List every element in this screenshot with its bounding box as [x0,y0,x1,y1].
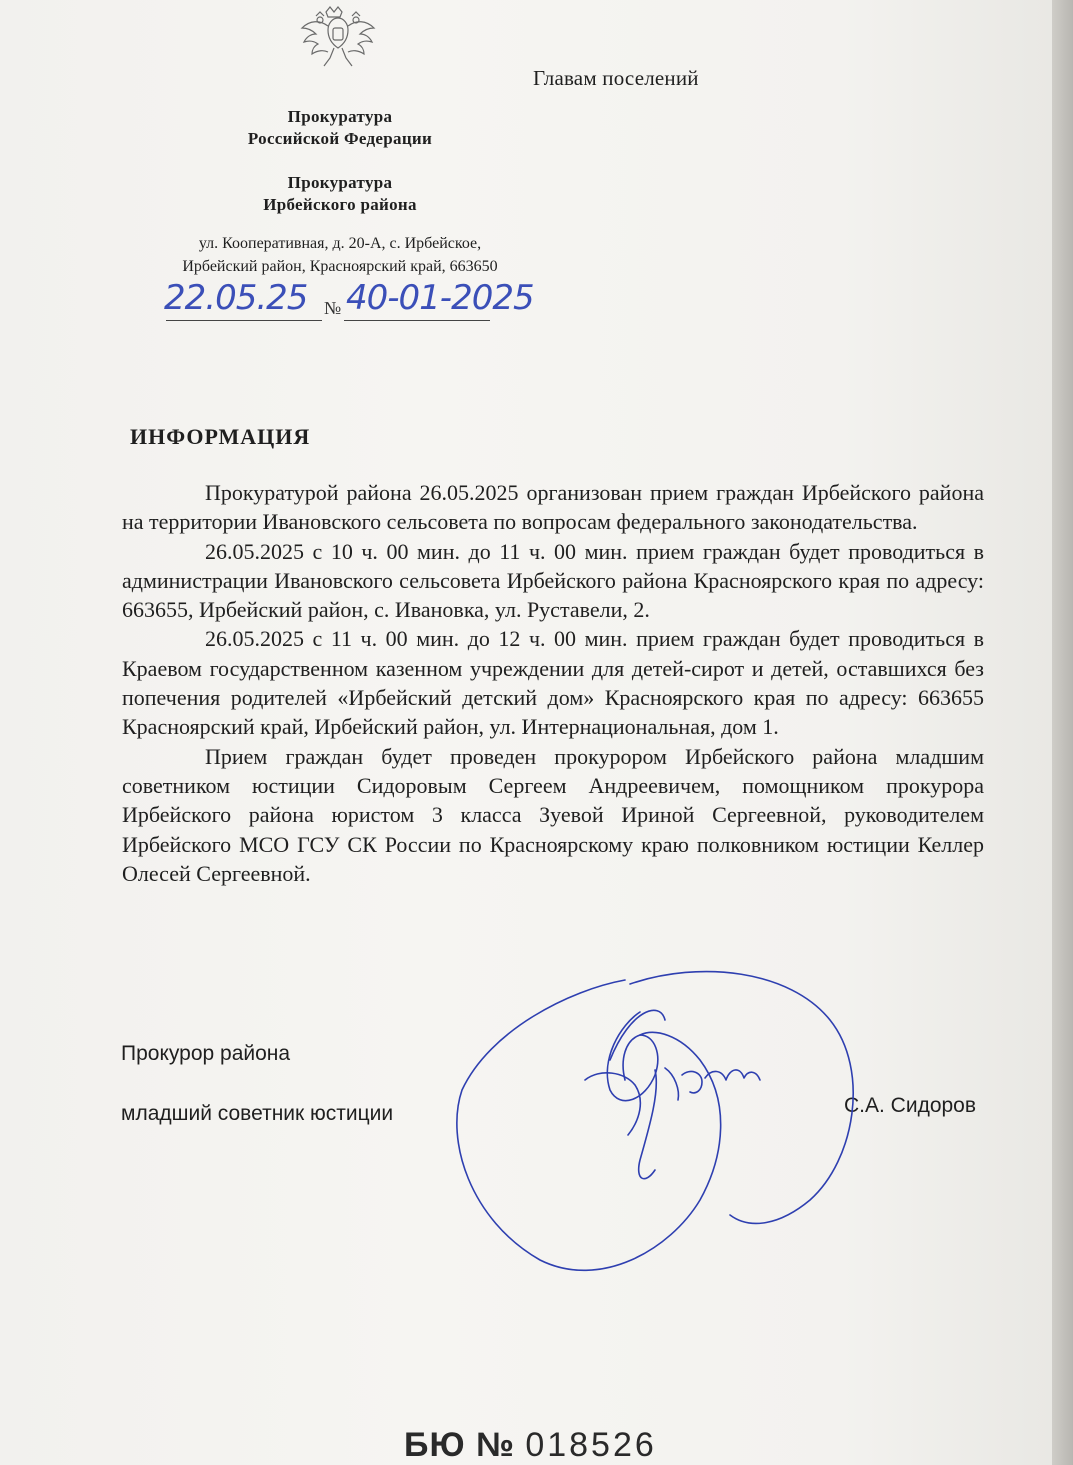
serial-prefix: БЮ № [404,1426,515,1464]
handwritten-signature [450,950,870,1280]
registration-number: 40-01-2025 [346,278,534,318]
address-line-1: ул. Кооперативная, д. 20-А, с. Ирбейское, [198,235,482,252]
paragraph-1: Прокуратурой района 26.05.2025 организован прием граждан Ирбейского района на территории Ивановского сельсовета по вопросам федерального законодательства. [122,480,984,535]
registration-date: 22.05.25 [164,278,308,318]
date-underline [166,320,322,321]
serial-number [404,1426,657,1465]
paragraph-4: Прием граждан будет проведен прокурором Ирбейского района младшим советником юстиции Сидоровым Сергеем Андреевичем, помощником прокурора Ирбейского района юристом 3 класса Зуевой Ириной Сергеевной, руководителем Ирбейского МСО ГСУ СК России по Красноярскому краю полковником юстиции Келлер Олесей Сергеевной. [122,743,984,886]
org-line-4: Ирбейского района [263,195,417,214]
signer-position-1: Прокурор района [121,1042,291,1065]
org-address [120,232,560,278]
number-sign: № [324,298,342,318]
document-title: ИНФОРМАЦИЯ [130,424,311,449]
number-underline [344,320,490,321]
coat-of-arms-icon [296,4,380,74]
paragraph-2: 26.05.2025 с 10 ч. 00 мин. до 11 ч. 00 мин. прием граждан будет проводиться в администрации Ивановского сельсовета Ирбейского района Красноярского края по адресу: 663655, Ирбейский район, с. Ивановка, ул. Руставели, 2. [122,538,984,623]
org-line-2: Российской Федерации [247,129,433,148]
serial-digits: 018526 [525,1426,657,1464]
address-line-2: Ирбейский район, Красноярский край, 663650 [182,258,498,275]
org-name-federation [190,106,490,150]
addressee: Главам поселений [533,66,699,90]
registration-line [160,276,560,330]
org-line-3: Прокуратура [287,173,393,192]
org-line-1: Прокуратура [287,107,393,126]
signer-position-2: младший советник юстиции [121,1102,394,1125]
org-name-district [190,172,490,216]
document-body [122,478,984,888]
page-edge [1052,0,1073,1465]
paragraph-3: 26.05.2025 с 11 ч. 00 мин. до 12 ч. 00 мин. прием граждан будет проводиться в Краевом государственном казенном учреждении для детей-сирот и детей, оставшихся без попечения родителей «Ирбейский детский дом» Красноярского края по адресу: 663655 Красноярский край, Ирбейский район, ул. Интернациональная, дом 1. [122,626,984,740]
signer-name: С.А. Сидоров [844,1094,977,1117]
